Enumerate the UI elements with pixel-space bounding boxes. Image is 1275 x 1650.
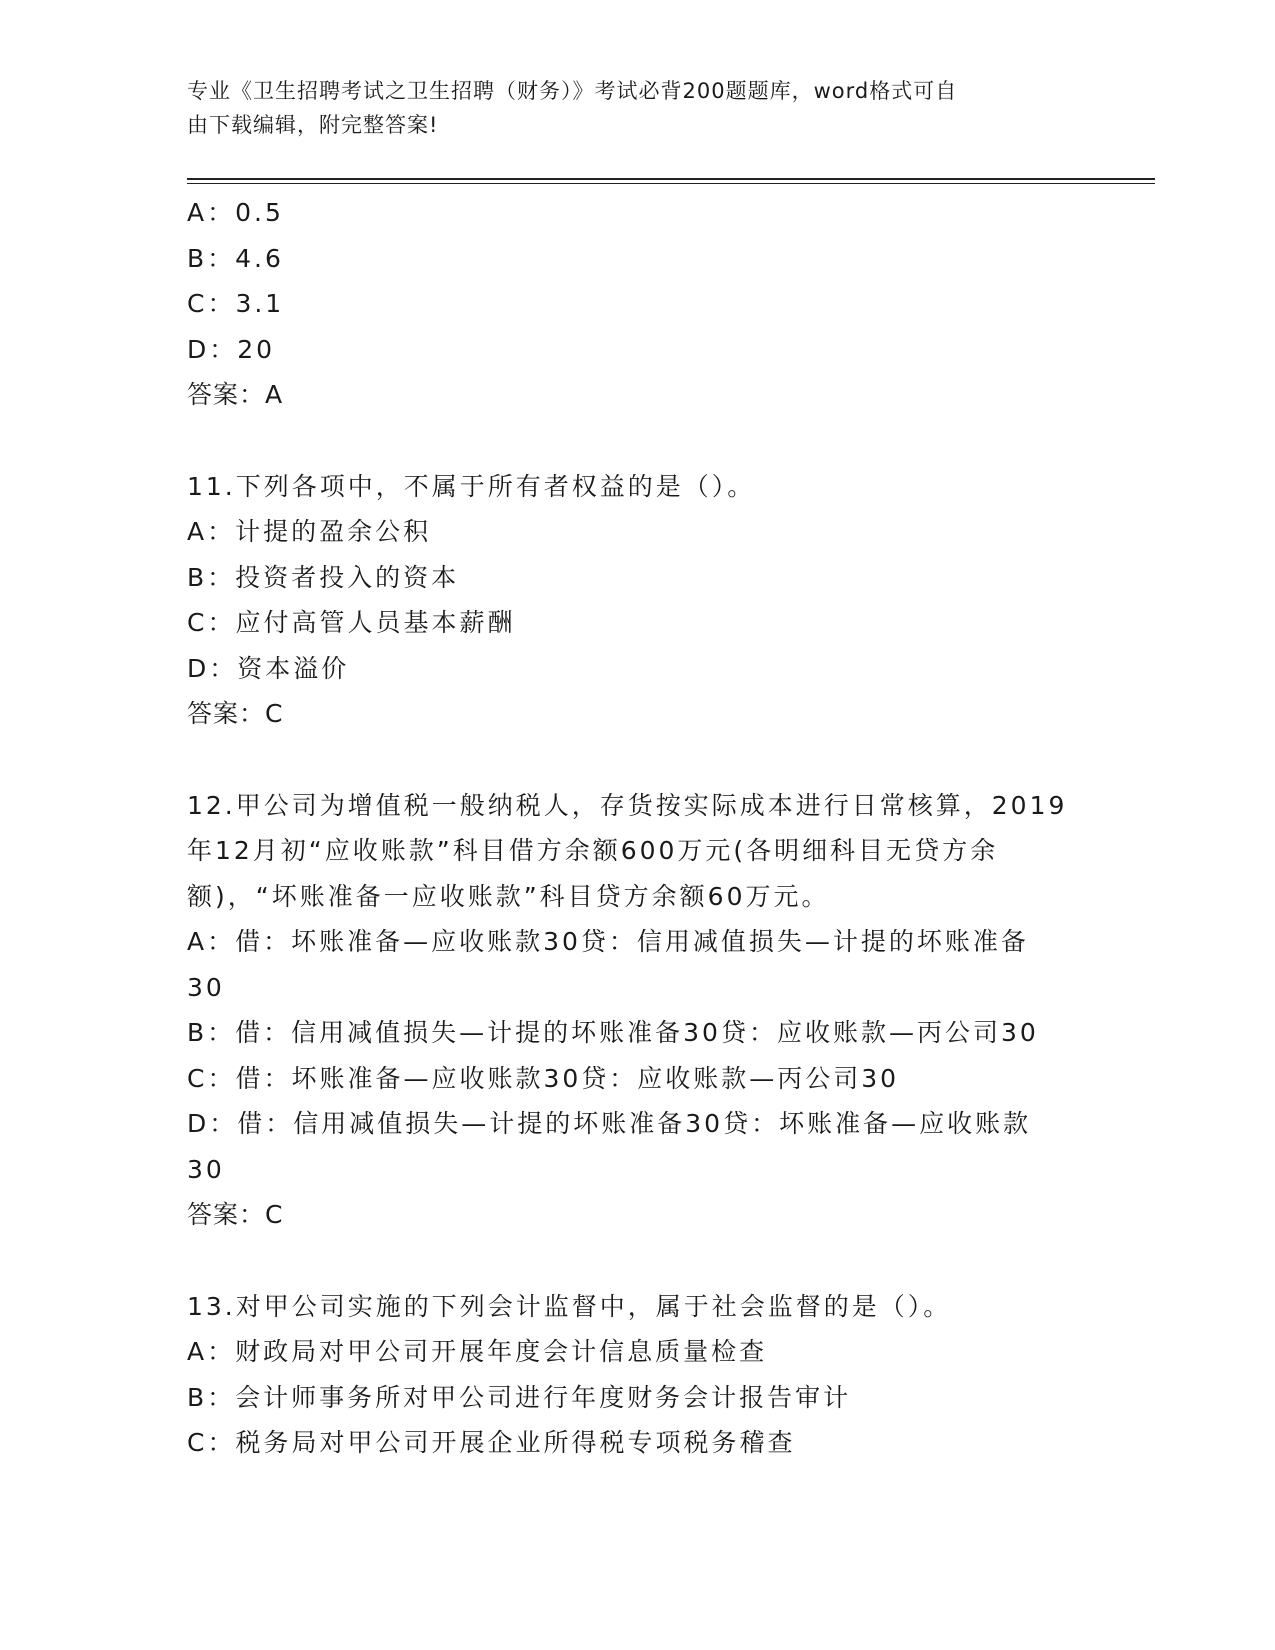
question-text-line-1: 12.甲公司为增值税一般纳税人，存货按实际成本进行日常核算，2019 [187,790,1068,820]
option-a: A：财政局对甲公司开展年度会计信息质量检查 [187,1337,768,1366]
question-text-line-2: 年12月初“应收账款”科目借方余额600万元(各明细科目无贷方余 [187,836,999,865]
option-b: B：4.6 [187,243,284,273]
option-d-line-2: 30 [187,1154,225,1184]
question-11-block [187,464,1087,737]
header-line-2: 由下载编辑，附完整答案! [187,113,439,137]
question-content [187,190,1087,1466]
option-c: C：3.1 [187,289,285,318]
question-text-line-3: 额)，“坏账准备一应收账款”科目贷方余额60万元。 [187,881,830,911]
option-b: B：借：信用减值损失—计提的坏账准备30贷：应收账款—丙公司30 [187,1018,1039,1047]
answer-line: 答案：A [187,380,284,409]
question-12-block [187,783,1087,1238]
option-c: C：应付高管人员基本薪酬 [187,608,516,637]
spacer [187,1238,1087,1284]
header-divider-thick [187,178,1155,180]
answer-line: 答案：C [187,699,284,728]
option-d: D：20 [187,334,276,364]
option-b: B：会计师事务所对甲公司进行年度财务会计报告审计 [187,1382,852,1412]
option-a-line-2: 30 [187,972,225,1002]
spacer [187,418,1087,464]
question-10-block [187,190,1087,418]
option-c: C：税务局对甲公司开展企业所得税专项税务稽查 [187,1428,796,1457]
question-text: 11.下列各项中，不属于所有者权益的是（）。 [187,471,756,501]
option-d: D：资本溢价 [187,653,350,683]
header-divider-thin [187,183,1155,184]
option-d-line-1: D：借：信用减值损失—计提的坏账准备30贷：坏账准备—应收账款 [187,1109,1032,1138]
option-c: C：借：坏账准备—应收账款30贷：应收账款—丙公司30 [187,1063,900,1093]
spacer [187,737,1087,783]
answer-line: 答案：C [187,1200,284,1229]
option-a-line-1: A：借：坏账准备—应收账款30贷：信用减值损失—计提的坏账准备 [187,927,1029,956]
question-text: 13.对甲公司实施的下列会计监督中，属于社会监督的是（）。 [187,1291,952,1321]
option-a: A：计提的盈余公积 [187,517,432,546]
document-header [187,74,1067,142]
header-line-1: 专业《卫生招聘考试之卫生招聘（财务）》考试必背200题题库，word格式可自 [187,79,958,103]
option-a: A：0.5 [187,198,284,227]
question-13-block [187,1284,1087,1466]
option-b: B：投资者投入的资本 [187,562,460,592]
